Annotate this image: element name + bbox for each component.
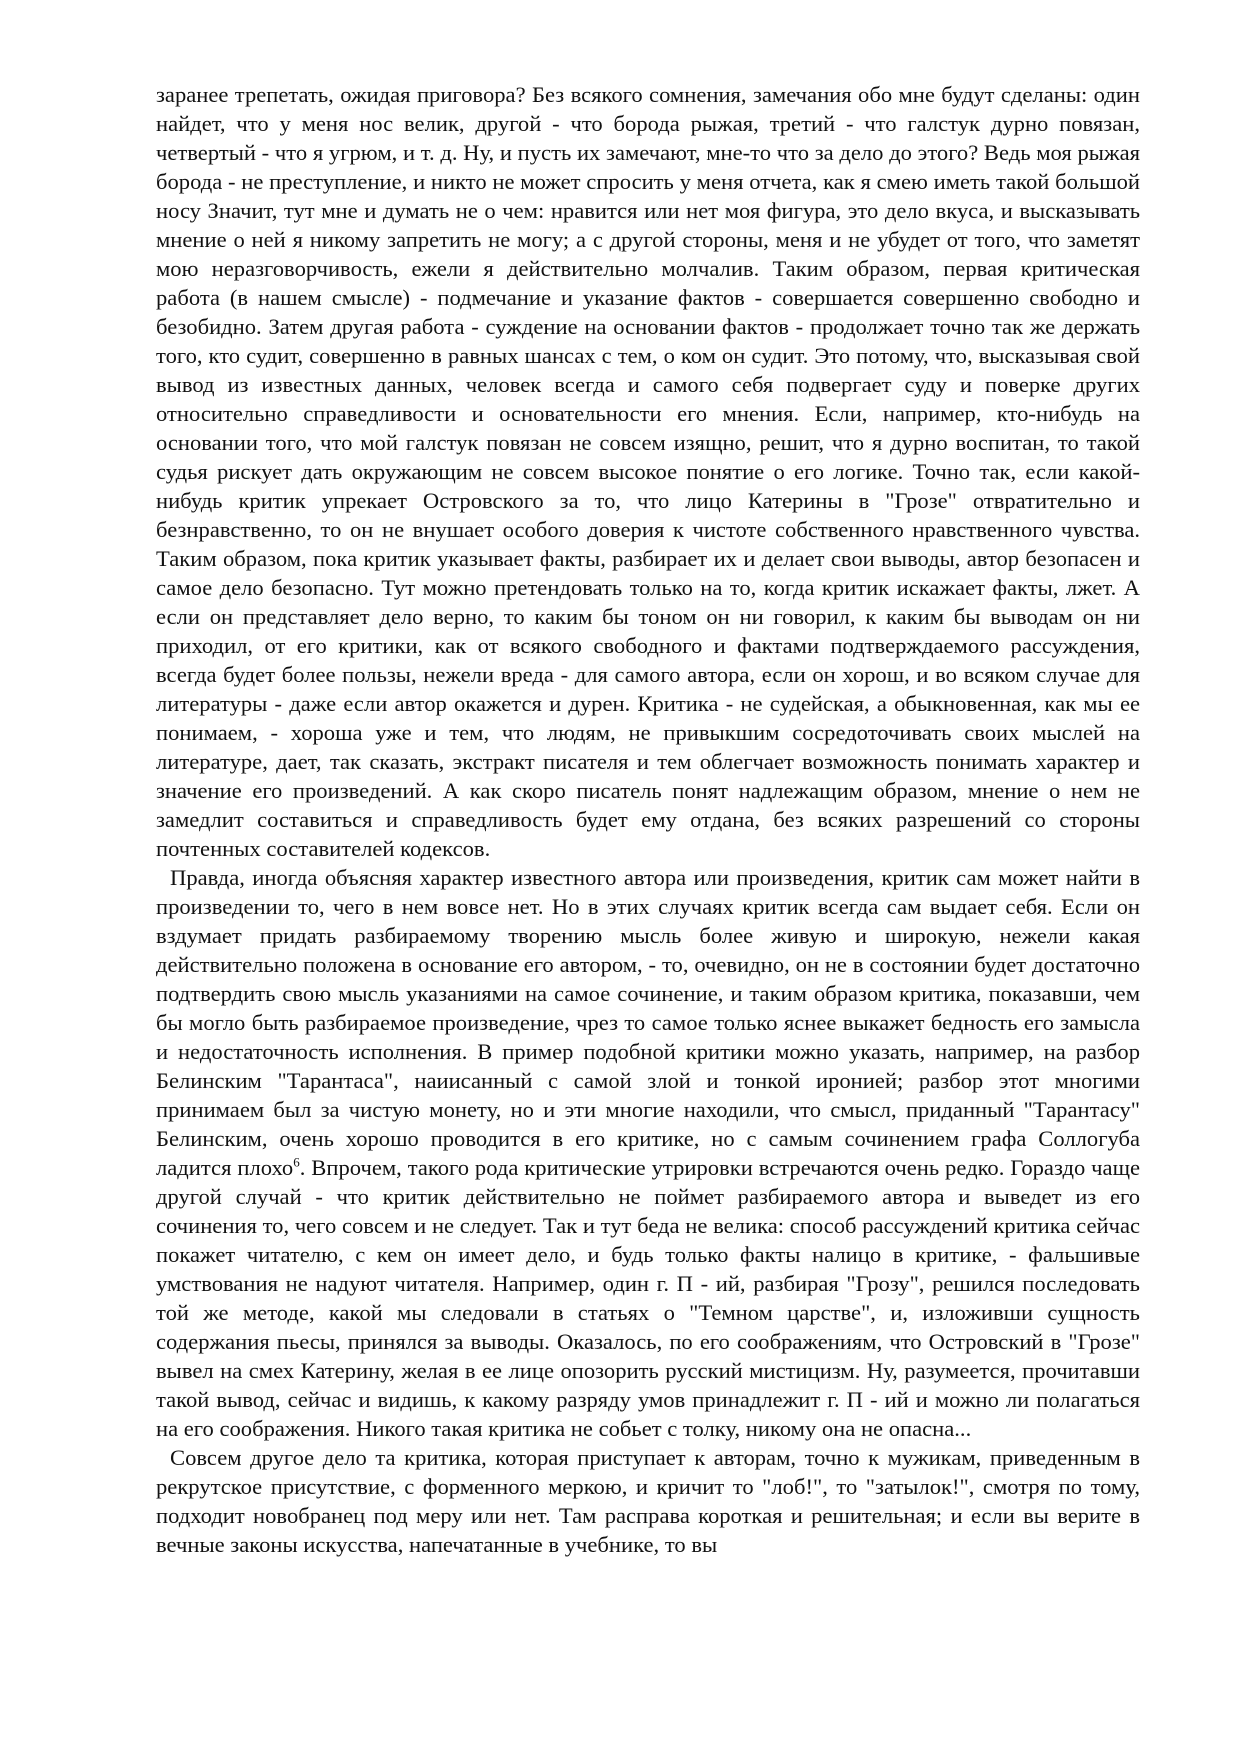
paragraph-3 — [156, 1443, 1140, 1559]
paragraph-3-text: Совсем другое дело та критика, которая приступает к авторам, точно к мужикам, приведенным в рекрутское присутствие, с форменного меркою, и кричит то "лоб!", то "затылок!", смотря по тому, подходит новобранец под меру или нет. Там расправа короткая и решительная; и если вы верите в вечные законы искусства, напечатанные в учебнике, то вы — [156, 1445, 1140, 1557]
document-page — [156, 80, 1140, 1559]
paragraph-1-text: заранее трепетать, ожидая приговора? Без всякого сомнения, замечания обо мне будут сделаны: один найдет, что у меня нос велик, другой - что борода рыжая, третий - что галстук дурно повязан, четвертый - что я угрюм, и т. д. Ну, и пусть их замечают, мне-то что за дело до этого? Ведь моя рыжая борода - не преступление, и никто не может спросить у меня отчета, как я смею иметь такой большой носу Значит, тут мне и думать не о чем: нравится или нет моя фигура, это дело вкуса, и высказывать мнение о ней я никому запретить не могу; а с другой стороны, меня и не убудет от того, что заметят мою неразговорчивость, ежели я действительно молчалив. Таким образом, первая критическая работа (в нашем смысле) - подмечание и указание фактов - совершается совершенно свободно и безобидно. Затем другая работа - суждение на основании фактов - продолжает точно так же держать того, кто судит, совершенно в равных шансах с тем, о ком он судит. Это потому, что, высказывая свой вывод из известных данных, человек всегда и самого себя подвергает суду и поверке других относительно справедливости и основательности его мнения. Если, например, кто-нибудь на основании того, что мой галстук повязан не совсем изящно, решит, что я дурно воспитан, то такой судья рискует дать окружающим не совсем высокое понятие о его логике. Точно так, если какой-нибудь критик упрекает Островского за то, что лицо Катерины в "Грозе" отвратительно и безнравственно, то он не внушает особого доверия к чистоте собственного нравственного чувства. Таким образом, пока критик указывает факты, разбирает их и делает свои выводы, автор безопасен и самое дело безопасно. Тут можно претендовать только на то, когда критик искажает факты, лжет. А если он представляет дело верно, то каким бы тоном он ни говорил, к каким бы выводам он ни приходил, от его критики, как от всякого свободного и фактами подтверждаемого рассуждения, всегда будет более пользы, нежели вреда - для самого автора, если он хорош, и во всяком случае для литературы - даже если автор окажется и дурен. Критика - не судейская, а обыкновенная, как мы ее понимаем, - хороша уже и тем, что людям, не привыкшим сосредоточивать своих мыслей на литературе, дает, так сказать, экстракт писателя и тем облегчает возможность понимать характер и значение его произведений. А как скоро писатель понят надлежащим образом, мнение о нем не замедлит составиться и справедливость будет ему отдана, без всяких разрешений со стороны почтенных составителей кодексов. — [156, 82, 1140, 861]
paragraph-2 — [156, 863, 1140, 1443]
paragraph-1 — [156, 80, 1140, 863]
paragraph-2-text-b: . Впрочем, такого рода критические утрировки встречаются очень редко. Гораздо чаще другой случай - что критик действительно не поймет разбираемого автора и выведет из его сочинения то, чего совсем и не следует. Так и тут беда не велика: способ рассуждений критика сейчас покажет читателю, с кем он имеет дело, и будь только факты налицо в критике, - фальшивые умствования не надуют читателя. Например, один г. П - ий, разбирая "Грозу", решился последовать той же методе, какой мы следовали в статьях о "Темном царстве", и, изложивши сущность содержания пьесы, принялся за выводы. Оказалось, по его соображениям, что Островский в "Грозе" вывел на смех Катерину, желая в ее лице опозорить русский мистицизм. Ну, разумеется, прочитавши такой вывод, сейчас и видишь, к какому разряду умов принадлежит г. П - ий и можно ли полагаться на его соображения. Никого такая критика не собьет с толку, никому она не опасна... — [156, 1155, 1140, 1441]
footnote-marker[interactable]: 6 — [293, 1154, 300, 1170]
paragraph-2-text-a: Правда, иногда объясняя характер известного автора или произведения, критик сам может найти в произведении то, чего в нем вовсе нет. Но в этих случаях критик всегда сам выдает себя. Если он вздумает придать разбираемому творению мысль более живую и широкую, нежели какая действительно положена в основание его автором, - то, очевидно, он не в состоянии будет достаточно подтвердить свою мысль указаниями на самое сочинение, и таким образом критика, показавши, чем бы могло быть разбираемое произведение, чрез то самое только яснее выкажет бедность его замысла и недостаточность исполнения. В пример подобной критики можно указать, например, на разбор Белинским "Тарантаса", наиисанный с самой злой и тонкой иронией; разбор этот многими принимаем был за чистую монету, но и эти многие находили, что смысл, приданный "Тарантасу" Белинским, очень хорошо проводится в его критике, но с самым сочинением графа Соллогуба ладится плохо — [156, 865, 1140, 1180]
